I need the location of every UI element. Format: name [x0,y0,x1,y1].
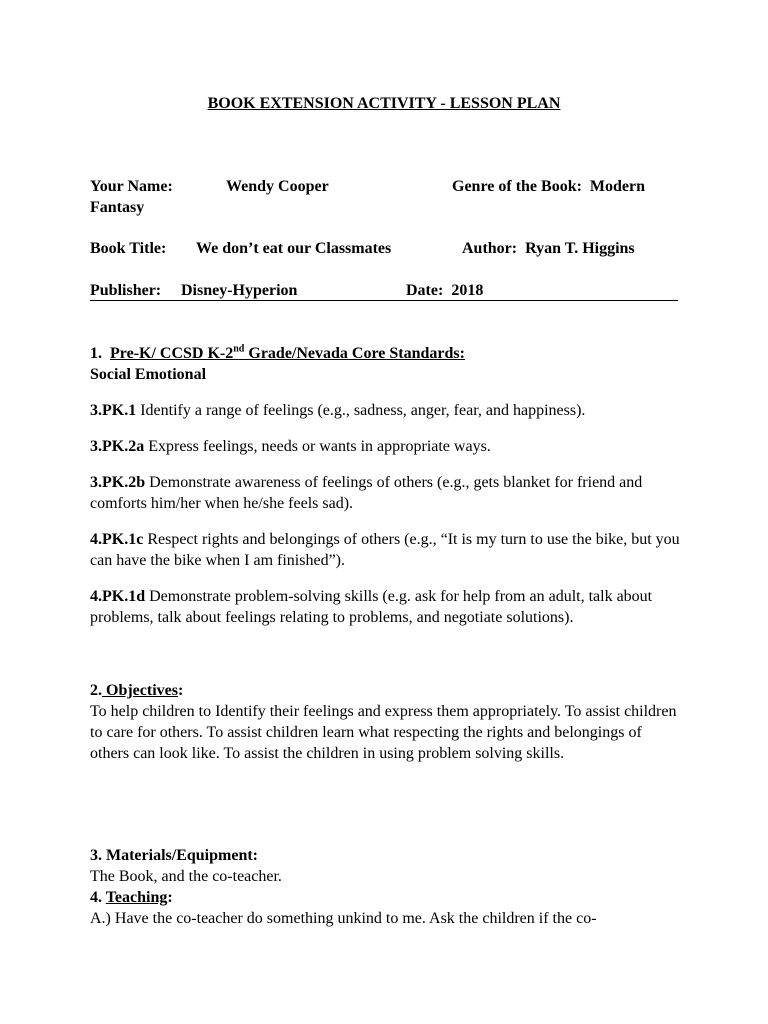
standard-item [90,472,690,514]
standard-item [90,400,690,421]
section1-number: 1. [90,345,102,362]
book-title-label: Book Title: [90,240,167,257]
name-value: Wendy Cooper [226,178,329,195]
section1-heading-pre: Pre-K/ CCSD K-2 [110,345,234,362]
genre-value-continued: Fantasy [90,199,145,216]
date-value: 2018 [451,282,484,299]
genre-field [452,176,645,197]
section2-body: To help children to Identify their feelings and express them appropriately. To assist children to care for others. To assist children learn what respecting the rights and belongings of others can look like. To assist the children in using problem solving skills. [90,703,677,762]
document-title: BOOK EXTENSION ACTIVITY - LESSON PLAN [207,95,561,112]
section1-heading-text [110,345,465,362]
standard-text: Identify a range of feelings (e.g., sadness, anger, fear, and happiness). [136,402,586,419]
publisher-label: Publisher: [90,282,162,299]
standard-text: Express feelings, needs or wants in appropriate ways. [144,438,491,455]
section4-colon: : [167,889,173,906]
name-label: Your Name: [90,178,173,195]
section2-heading [90,680,183,701]
standard-item [90,586,690,628]
standard-code: 4.PK.1c [90,531,144,548]
standard-text: Demonstrate problem-solving skills (e.g. ask for help from an adult, talk about problems, talk about feelings relating to problems, and negotiate solutions). [90,588,653,626]
section1-heading-post: Grade/Nevada Core Standards: [244,345,465,362]
publisher-value: Disney-Hyperion [181,282,298,299]
author-field [462,238,635,259]
section2-heading-text: Objectives [102,682,178,699]
header-divider [90,300,678,301]
date-label: Date: [406,282,444,299]
section3-heading: 3. Materials/Equipment: [90,847,258,864]
standard-code: 3.PK.2a [90,438,145,455]
standard-item [90,529,690,571]
section2-colon: : [177,682,184,699]
book-title-value: We don’t eat our Classmates [196,240,392,257]
genre-label: Genre of the Book: [452,178,582,195]
date-field [406,280,483,301]
section2-number: 2. [90,682,102,699]
standard-code: 3.PK.1 [90,402,137,419]
section4-number: 4. [90,889,106,906]
standard-text: Demonstrate awareness of feelings of others (e.g., gets blanket for friend and comforts him/her when he/she feels sad). [90,474,643,512]
standard-text: Respect rights and belongings of others (e.g., “It is my turn to use the bike, but you can have the bike when I am finished”). [90,531,680,569]
section4-heading [90,887,173,908]
section1-heading [90,343,465,364]
section3-body: The Book, and the co-teacher. [90,868,282,885]
standard-code: 3.PK.2b [90,474,146,491]
author-label: Author: [462,240,518,257]
section4-heading-text: Teaching [105,889,168,906]
standard-item [90,436,690,457]
author-value: Ryan T. Higgins [525,240,635,257]
standard-code: 4.PK.1d [90,588,146,605]
section1-heading-sup: nd [233,343,245,355]
section4-body: A.) Have the co-teacher do something unkind to me. Ask the children if the co- [90,910,597,927]
genre-value: Modern [589,178,646,195]
section1-subheading: Social Emotional [90,366,207,383]
